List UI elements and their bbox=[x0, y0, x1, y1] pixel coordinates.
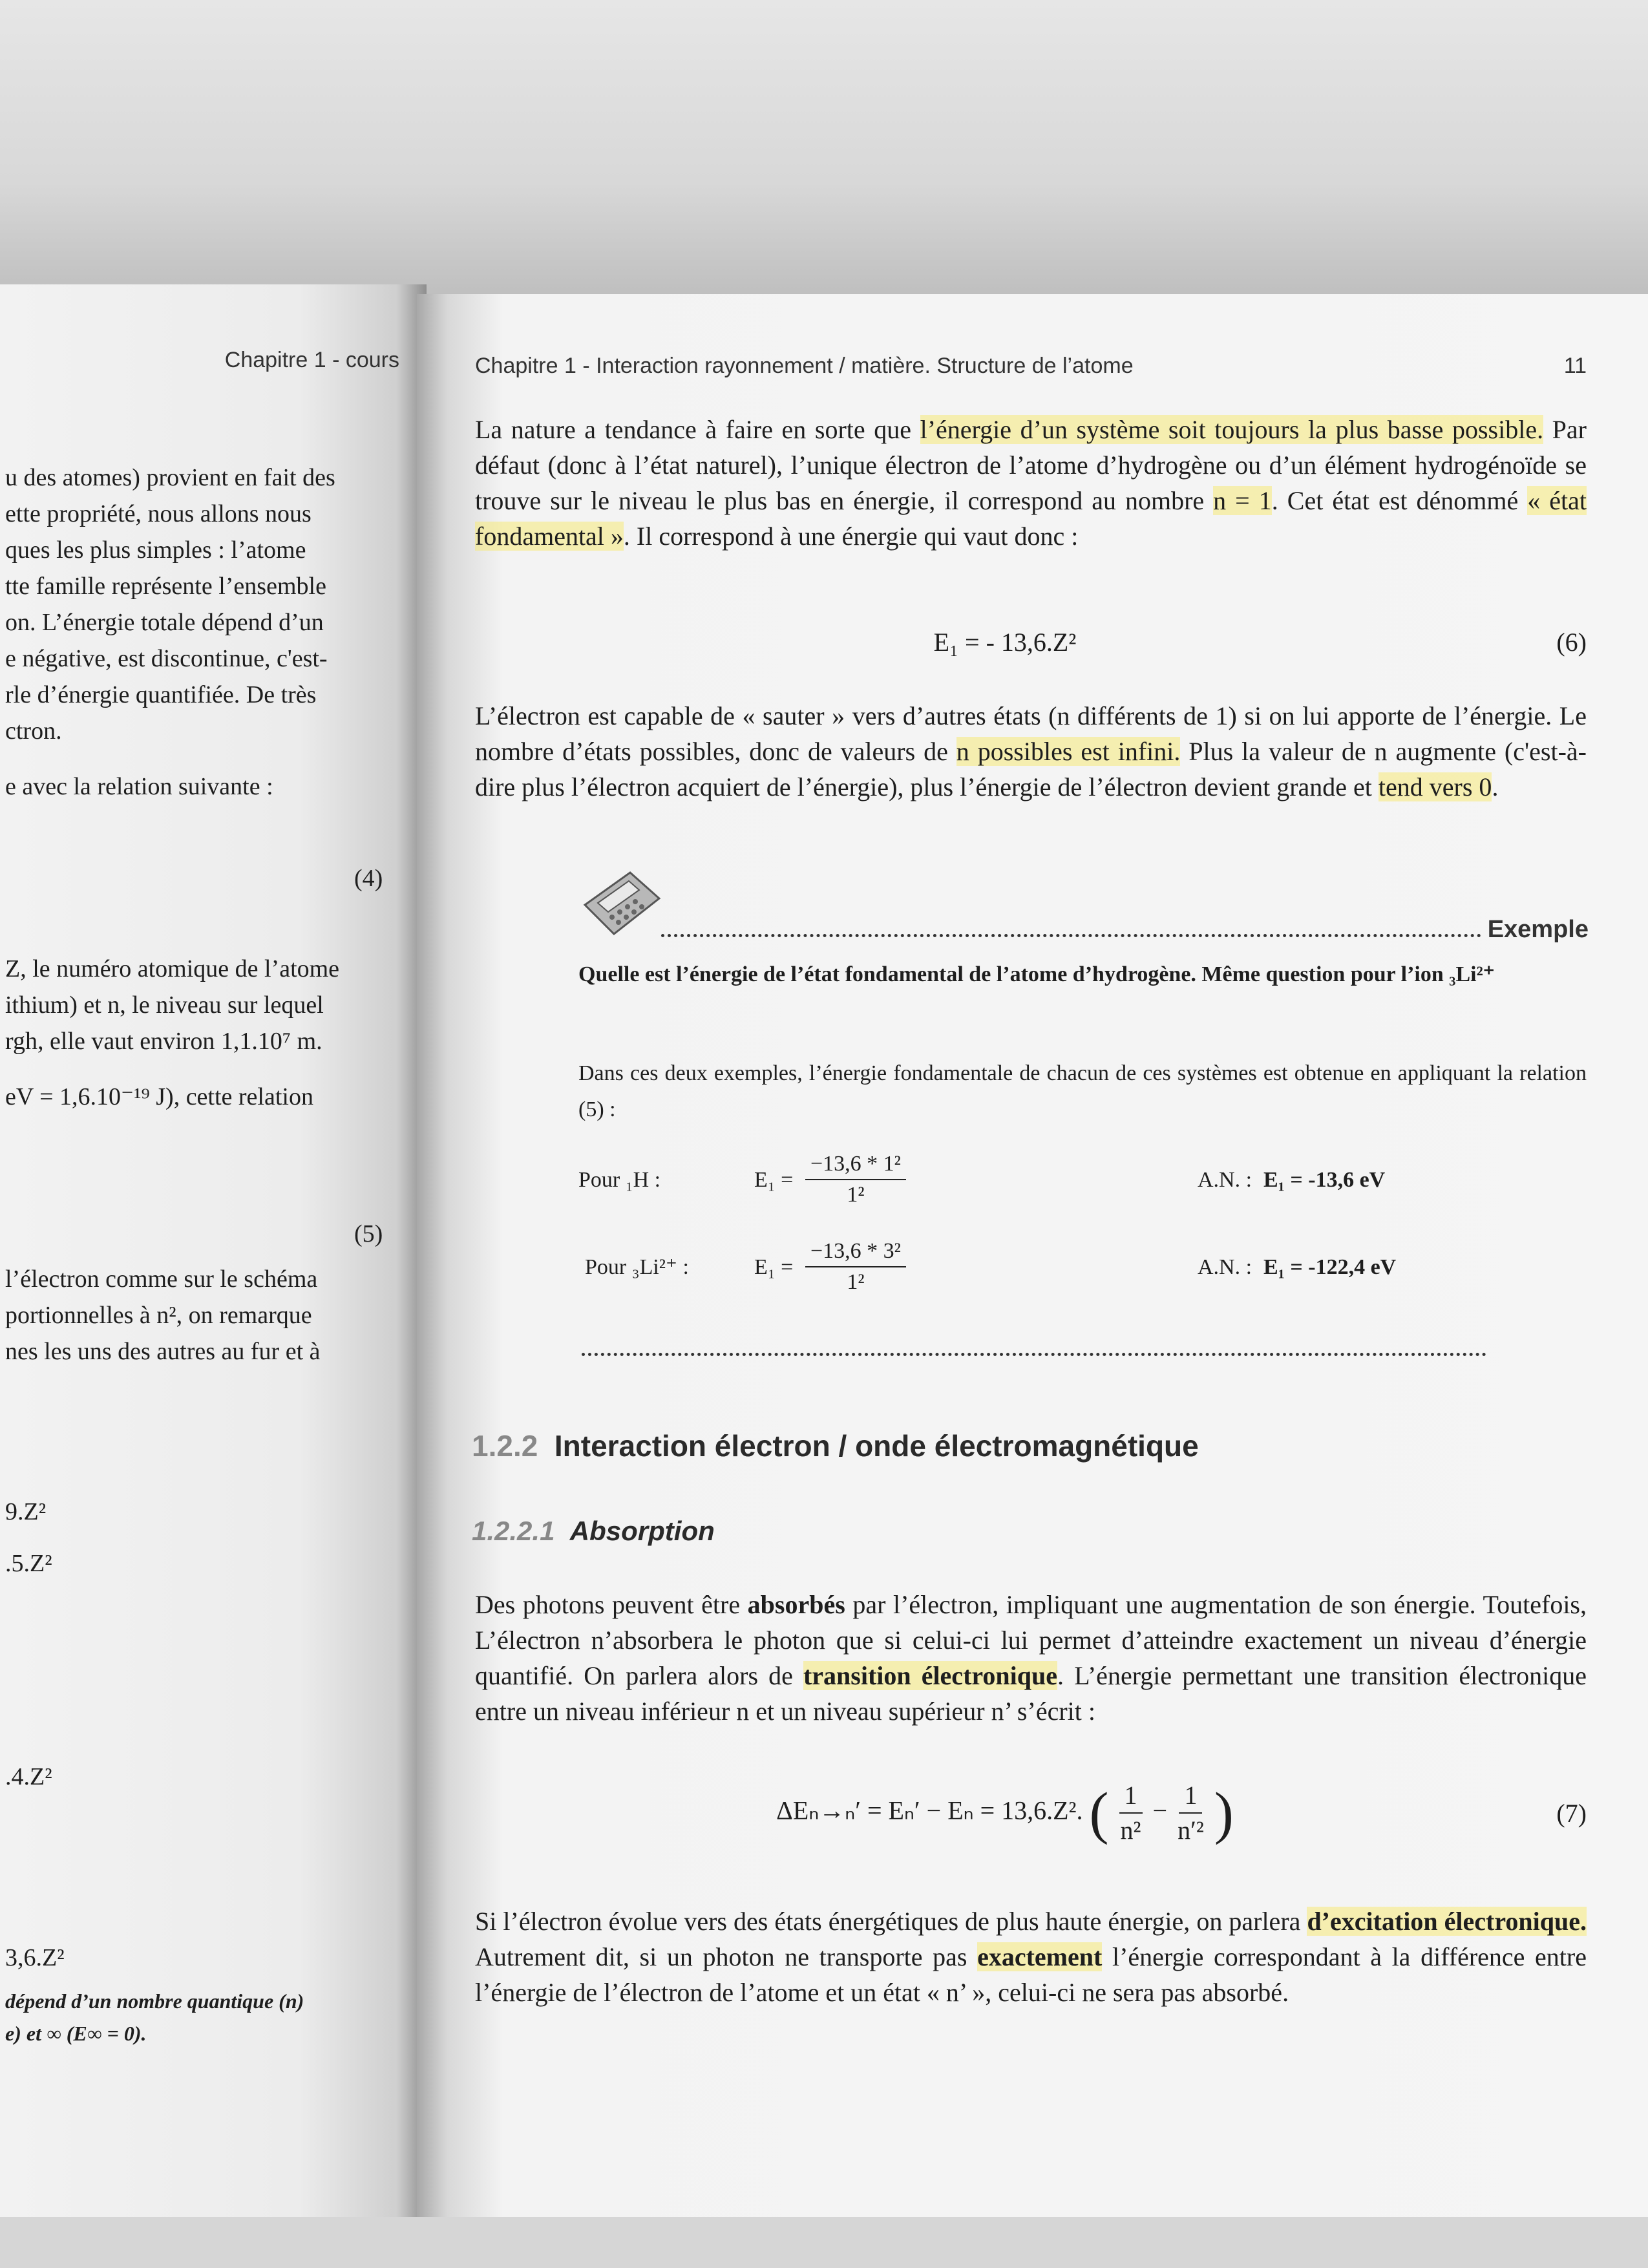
example-row-lithium bbox=[578, 1238, 1587, 1296]
text: Plus la valeur de n augmente (c'est-à-dire plus l’électron acquiert de l’énergie), plus l’énergie de l’électron devient grande et bbox=[475, 737, 1587, 801]
left-formula: 9.Z² bbox=[5, 1498, 47, 1525]
highlight: d’excitation électronique. bbox=[1307, 1907, 1587, 1936]
text: . L’énergie permettant une transition électronique entre un niveau inférieur n et un niveau supérieur n’ s’écrit : bbox=[475, 1661, 1587, 1726]
scanner-background-bottom bbox=[0, 2217, 1648, 2268]
example-end-rule bbox=[582, 1353, 1486, 1356]
running-header bbox=[475, 354, 1587, 379]
denominator: n′² bbox=[1178, 1816, 1204, 1845]
left-line: portionnelles à n², on remarque bbox=[5, 1302, 312, 1329]
text: L’électron est capable de « sauter » vers d’autres états (n différents de 1) si on lui apporte de l’énergie. Le nombre d’états possibles, donc de valeurs de bbox=[475, 701, 1587, 766]
left-line: l’électron comme sur le schéma bbox=[5, 1266, 318, 1293]
dotted-rule bbox=[661, 934, 1481, 937]
left-line: e avec la relation suivante : bbox=[5, 773, 273, 800]
highlight: l’énergie d’un système soit toujours la plus basse possible. bbox=[920, 415, 1544, 444]
paragraph-excitation bbox=[475, 1903, 1587, 2010]
text: . Cet état est dénommé bbox=[1271, 486, 1528, 515]
text: Si l’électron évolue vers des états énergétiques de plus haute énergie, on parlera bbox=[475, 1907, 1307, 1936]
fraction bbox=[805, 1238, 906, 1296]
bold-term: transition électronique bbox=[803, 1661, 1058, 1690]
paren-open: ( bbox=[1089, 1781, 1109, 1845]
right-page bbox=[417, 294, 1648, 2227]
text: La nature a tendance à faire en sorte que bbox=[475, 415, 920, 444]
text: . Il correspond à une énergie qui vaut donc : bbox=[623, 522, 1079, 551]
minus-sign: − bbox=[1152, 1796, 1168, 1825]
left-equation-number: (5) bbox=[354, 1220, 383, 1247]
scanner-background bbox=[0, 0, 1648, 304]
page-number: 11 bbox=[1563, 354, 1587, 378]
section-title: Interaction électron / onde électromagnétique bbox=[554, 1429, 1199, 1463]
numerator: −13,6 * 3² bbox=[805, 1238, 906, 1267]
subsection-heading bbox=[472, 1516, 715, 1547]
left-line: ctron. bbox=[5, 717, 62, 745]
denominator: 1² bbox=[847, 1183, 865, 1207]
row-label: Pour ₃Li²⁺ : bbox=[585, 1255, 689, 1279]
example-intro: Dans ces deux exemples, l’énergie fondamentale de chacun de ces systèmes est obtenue en appliquant la relation (5) : bbox=[578, 1061, 1587, 1121]
row-lhs: E₁ = bbox=[754, 1168, 794, 1192]
subsection-number: 1.2.2.1 bbox=[472, 1516, 555, 1546]
left-line: on. L’énergie totale dépend d’un bbox=[5, 609, 324, 636]
text: Des photons peuvent être bbox=[475, 1590, 748, 1619]
an-value: E₁ = -13,6 eV bbox=[1263, 1168, 1386, 1192]
paren-close: ) bbox=[1214, 1781, 1234, 1845]
bold-term: absorbés bbox=[747, 1590, 845, 1619]
subsection-title: Absorption bbox=[569, 1516, 715, 1546]
example-label: Exemple bbox=[1487, 916, 1589, 943]
calculator-icon bbox=[578, 869, 662, 940]
left-line: ithium) et n, le niveau sur lequel bbox=[5, 991, 324, 1019]
an-label: A.N. : bbox=[1198, 1168, 1252, 1192]
left-equation-number: (4) bbox=[354, 865, 383, 892]
an-label: A.N. : bbox=[1198, 1255, 1252, 1279]
left-line: rle d’énergie quantifiée. De très bbox=[5, 681, 317, 708]
text: . bbox=[1492, 772, 1499, 801]
equation-number: (6) bbox=[1556, 627, 1587, 657]
equation-number: (7) bbox=[1556, 1798, 1587, 1828]
left-formula: .5.Z² bbox=[5, 1550, 52, 1577]
left-line: tte famille représente l’ensemble bbox=[5, 573, 326, 600]
text: Autrement dit, si un photon ne transporte pas bbox=[475, 1942, 978, 1971]
left-line: eV = 1,6.10⁻¹⁹ J), cette relation bbox=[5, 1083, 313, 1110]
an-value: E₁ = -122,4 eV bbox=[1263, 1255, 1397, 1279]
example-header bbox=[661, 916, 1589, 944]
paragraph-ground-state bbox=[475, 412, 1587, 554]
equation-lhs: ΔEₙ→ₙ′ = Eₙ′ − Eₙ = 13,6.Z². bbox=[776, 1796, 1083, 1825]
equation-body bbox=[475, 1780, 1535, 1847]
highlight: n = 1 bbox=[1213, 486, 1272, 515]
numerator: 1 bbox=[1119, 1780, 1143, 1814]
equation-6 bbox=[475, 624, 1587, 660]
fraction bbox=[805, 1150, 906, 1209]
example-row-hydrogen bbox=[578, 1150, 1587, 1209]
equation-body: E₁ = - 13,6.Z² bbox=[933, 627, 1077, 657]
left-line: ques les plus simples : l’atome bbox=[5, 536, 306, 564]
chapter-title: Chapitre 1 - Interaction rayonnement / matière. Structure de l’atome bbox=[475, 354, 1134, 378]
fraction bbox=[1178, 1780, 1204, 1846]
text: par l’électron, impliquant une augmentation de son énergie. Toutefois, L’électron n’absorbera le photon que si celui-ci lui permet d’atteindre exactement un niveau d’énergie quantifié. On parlera alors de bbox=[475, 1590, 1587, 1690]
equation-7 bbox=[475, 1774, 1587, 1852]
fraction bbox=[1119, 1780, 1143, 1846]
section-heading bbox=[472, 1428, 1199, 1463]
numerator: 1 bbox=[1179, 1780, 1202, 1814]
left-line: ette propriété, nous allons nous bbox=[5, 500, 312, 527]
numerator: −13,6 * 1² bbox=[805, 1150, 906, 1180]
paragraph-absorption bbox=[475, 1587, 1587, 1729]
left-formula: 3,6.Z² bbox=[5, 1944, 65, 1971]
left-line: rgh, elle vaut environ 1,1.10⁷ m. bbox=[5, 1028, 322, 1055]
left-line: u des atomes) provient en fait des bbox=[5, 464, 335, 491]
left-page-header: Chapitre 1 - cours bbox=[224, 348, 399, 372]
paragraph-excited-states bbox=[475, 698, 1587, 805]
section-number: 1.2.2 bbox=[472, 1429, 538, 1463]
row-lhs: E₁ = bbox=[754, 1255, 794, 1279]
row-label: Pour ₁H : bbox=[578, 1168, 661, 1192]
highlight: « état fondamental » bbox=[475, 486, 1587, 551]
highlight: tend vers 0 bbox=[1378, 772, 1492, 801]
left-line: Z, le numéro atomique de l’atome bbox=[5, 955, 340, 982]
highlight: exactement bbox=[977, 1942, 1103, 1971]
highlight: n possibles est infini. bbox=[956, 737, 1181, 766]
left-formula: .4.Z² bbox=[5, 1763, 52, 1790]
denominator: n² bbox=[1120, 1816, 1141, 1845]
left-line: nes les uns des autres au fur et à bbox=[5, 1338, 321, 1365]
text: l’énergie correspondant à la différence entre l’énergie de l’électron de l’atome et un état « n’ », celui-ci ne sera pas absorbé. bbox=[475, 1942, 1587, 2007]
left-line: e négative, est discontinue, c'est- bbox=[5, 645, 328, 672]
left-caption: e) et ∞ (E∞ = 0). bbox=[5, 2022, 147, 2045]
left-page bbox=[0, 284, 427, 2223]
example-question: Quelle est l’énergie de l’état fondamental de l’atome d’hydrogène. Même question pour l’ion ₃Li²⁺ bbox=[578, 962, 1495, 986]
denominator: 1² bbox=[847, 1270, 865, 1294]
text: Par défaut (donc à l’état naturel), l’unique électron de l’atome d’hydrogène ou d’un élément hydrogénoïde se trouve sur le niveau le plus bas en énergie, il correspond au nombre bbox=[475, 415, 1587, 515]
left-caption: dépend d’un nombre quantique (n) bbox=[5, 1989, 304, 2013]
